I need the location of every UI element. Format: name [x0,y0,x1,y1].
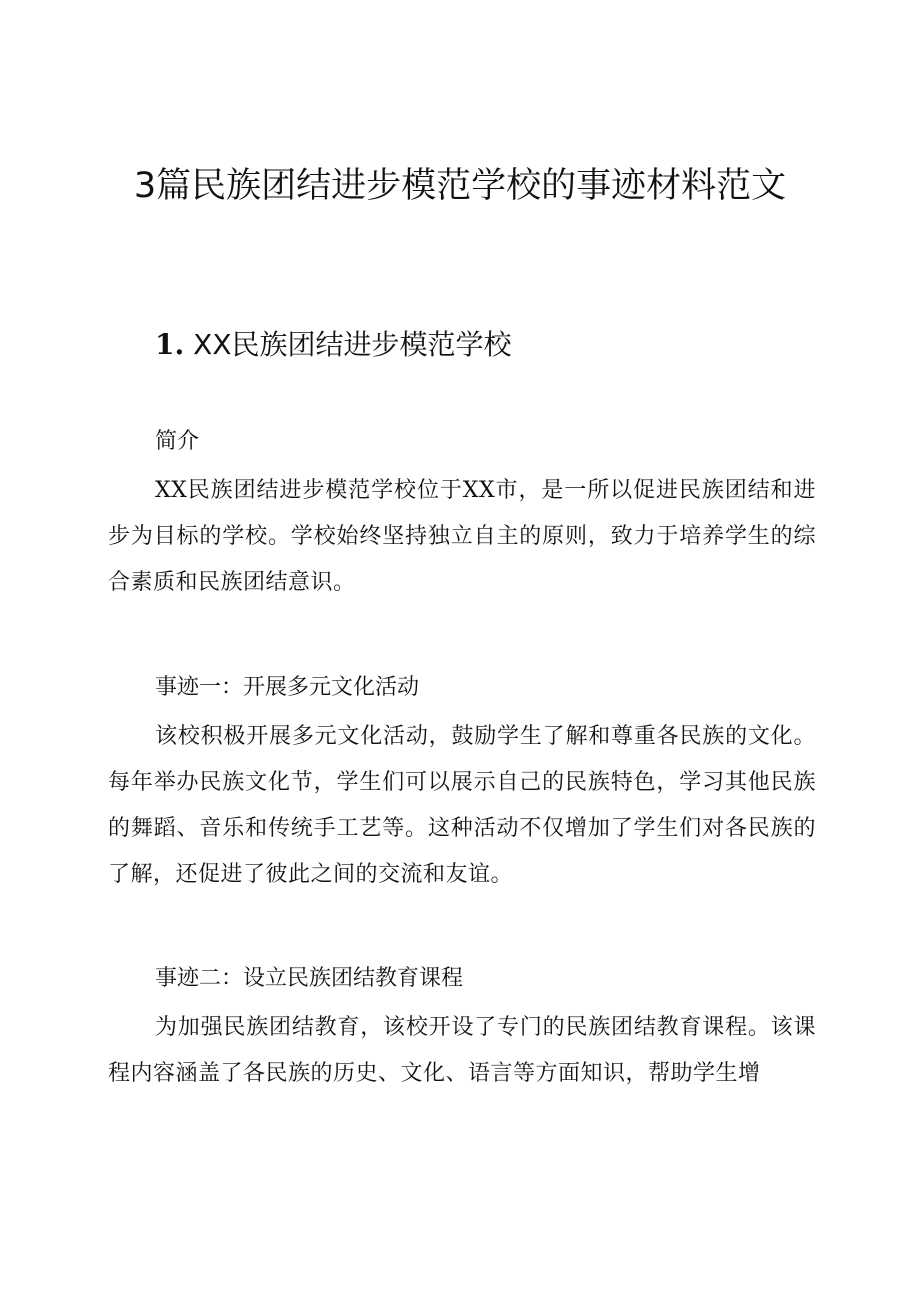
document-title: 3篇民族团结进步模范学校的事迹材料范文 [133,166,787,206]
deed-one-heading: 事迹一：开展多元文化活动 [155,675,420,700]
section-number: 1. [155,328,185,361]
deed-one-paragraph: 该校积极开展多元文化活动，鼓励学生了解和尊重各民族的文化。每年举办民族文化节，学生们可以展示自己的民族特色，学习其他民族的舞蹈、音乐和传统手工艺等。这种活动不仅增加了学生们对各民族的了解，还促进了彼此之间的交流和友谊。 [108,724,816,887]
deed-two-paragraph: 为加强民族团结教育，该校开设了专门的民族团结教育课程。该课程内容涵盖了各民族的历史、文化、语言等方面知识，帮助学生增 [108,1015,816,1086]
section-heading [155,324,512,366]
intro-paragraph: XX民族团结进步模范学校位于XX市，是一所以促进民族团结和进步为目标的学校。学校始终坚持独立自主的原则，致力于培养学生的综合素质和民族团结意识。 [108,478,816,595]
deed-two-heading: 事迹二：设立民族团结教育课程 [155,966,464,991]
intro-heading: 简介 [155,429,200,454]
section-title: XX民族团结进步模范学校 [193,328,512,361]
